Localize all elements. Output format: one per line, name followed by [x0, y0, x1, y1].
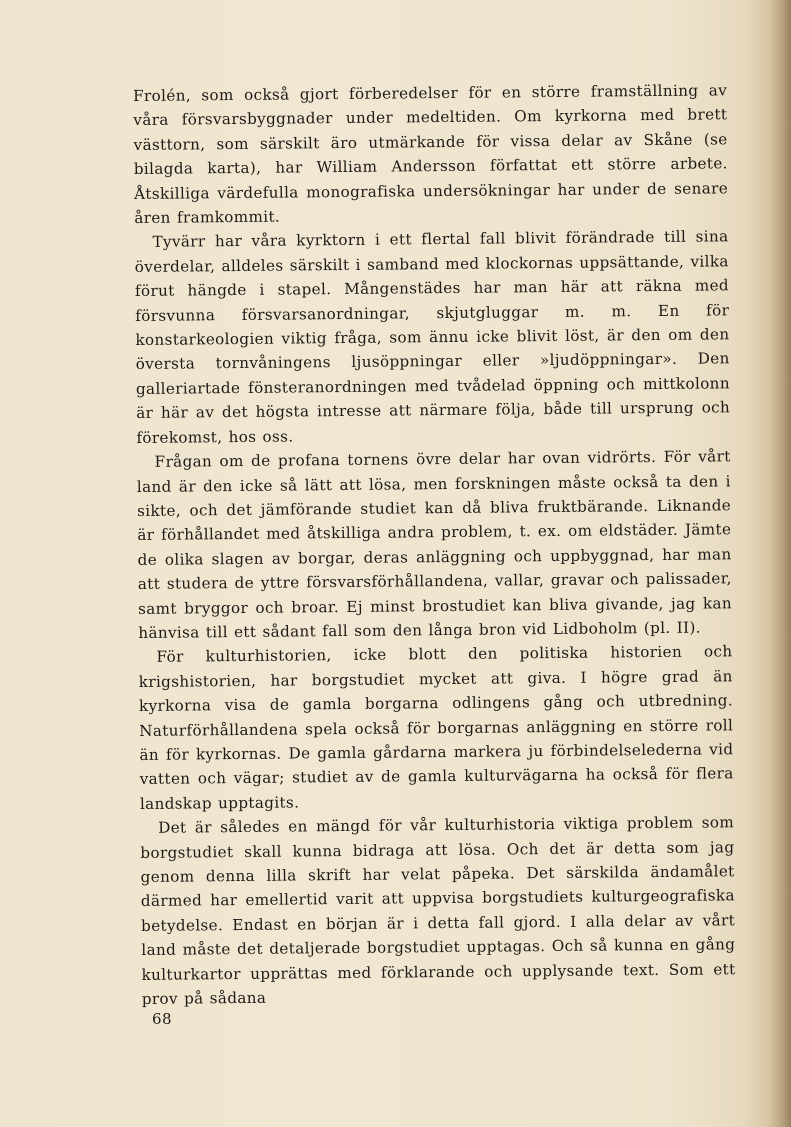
paragraph-3: Frågan om de profana tornens övre delar har ovan vidrörts. För vårt land är den icke så lätt att lösa, men forskningen måste också ta den i sikte, och det jämförande studiet kan då bliva fruktbärande. Liknande är förhållandet med åtskilliga andra problem, t. ex. om eldstäder. Jämte de olika slagen av borgar, deras anläggning och uppbyggnad, har man att studera de yttre försvarsförhållandena, vallar, gravar och palissader, samt bryggor och broar. Ej minst brostudiet kan bliva givande, jag kan hänvisa till ett sådant fall som den långa bron vid Lidboholm (pl. II). [136, 447, 733, 642]
binding-shadow [769, 0, 791, 1127]
body-text [133, 78, 736, 1011]
paragraph-4: För kulturhistorien, icke blott den politiska historien och krigshistorien, har borgstudiet mycket att giva. I högre grad än kyrkorna visa de gamla borgarna odlingens gång och utbredning. Naturförhållandena spela också för borgarnas anläggning en större roll än för kyrkornas. De gamla gårdarna markera ju förbindelselederna vid vatten och vägar; studiet av de gamla kulturvägarna ha också för flera landskap upptagits. [138, 642, 734, 813]
paragraph-1: Frolén, som också gjort förberedelser för en större framställning av våra försvarsbyggnader under medeltiden. Om kyrkorna med brett västtorn, som särskilt äro utmärkande för vissa delar av Skåne (se bilagda karta), har William Andersson författat ett större arbete. Åtskilliga värdefulla monografiska undersökningar har under de senare åren framkommit. [133, 81, 729, 228]
page-number: 68 [152, 1010, 173, 1028]
paragraph-2: Tyvärr har våra kyrktorn i ett flertal fall blivit förändrade till sina överdelar, alldeles särskilt i samband med klockornas uppsättande, vilka förut hängde i stapel. Mångenstädes har man här att räkna med försvunna försvarsanordningar, skjutgluggar m. m. En för konstarkeologien viktig fråga, som ännu icke blivit löst, är den om den översta tornvåningens ljusöppningar eller »ljudöppningar». Den galleriartade fönsteranordningen med tvådelad öppning och mittkolonn är här av det högsta intresse att närmare följa, både till ursprung och förekomst, hos oss. [134, 227, 731, 447]
paragraph-5: Det är således en mängd för vår kulturhistoria viktiga problem som borgstudiet skall kunna bidraga att lösa. Och det är detta som jag genom denna lilla skrift har velat påpeka. Det särskilda ändamålet därmed har emellertid varit att uppvisa borgstudiets kulturgeografiska betydelse. Endast en början är i detta fall gjord. I alla delar av vårt land måste det detaljerade borgstudiet upptagas. Och så kunna en gång kulturkartor upprättas med förklarande och upplysande text. Som ett prov på sådana [140, 813, 736, 1008]
